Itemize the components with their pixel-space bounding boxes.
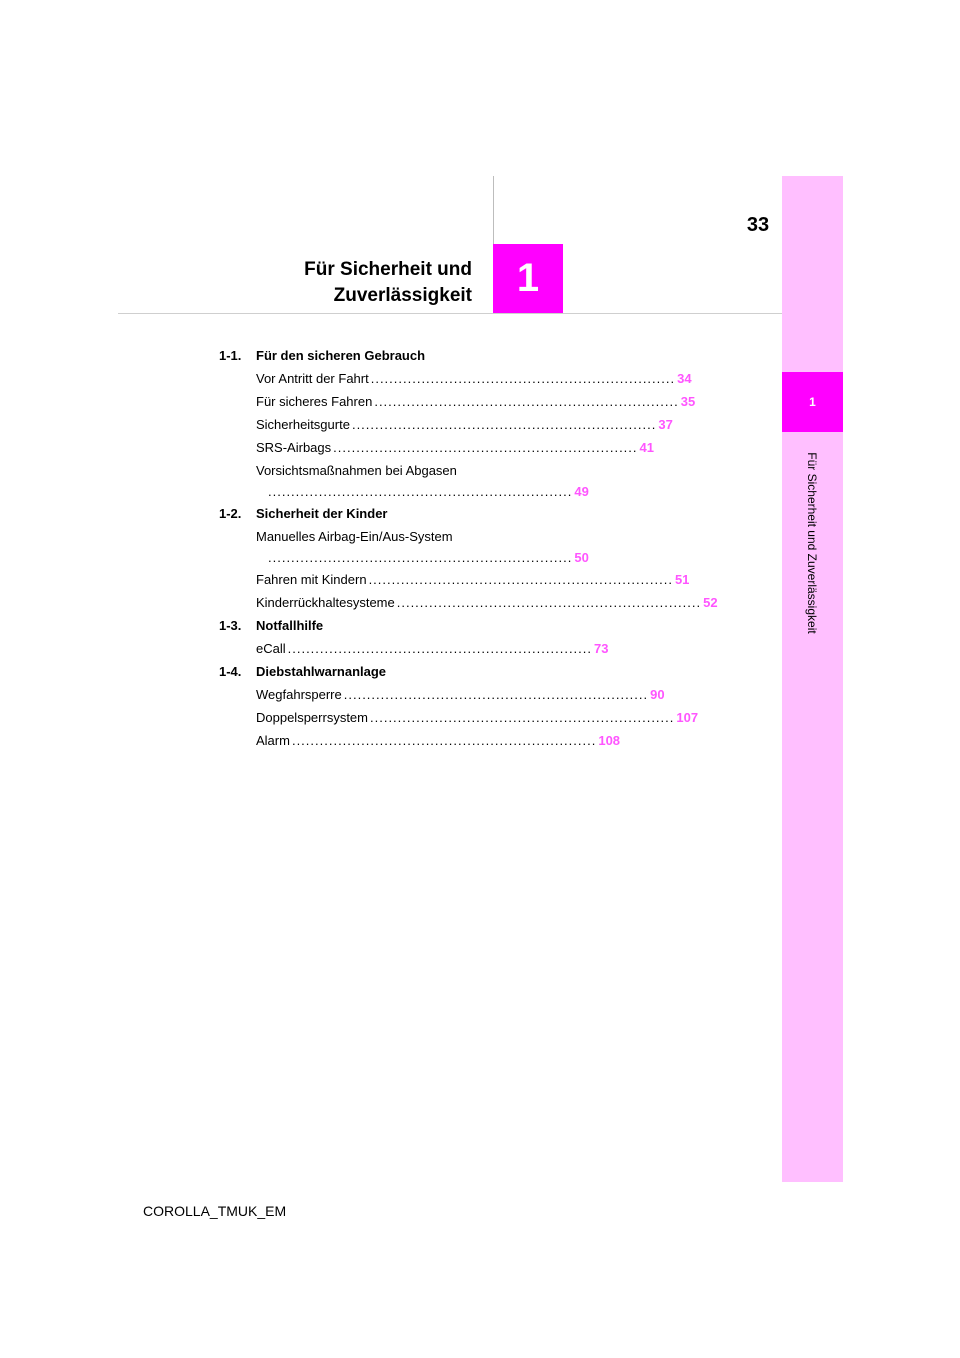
header-divider-horizontal bbox=[118, 313, 782, 314]
toc-entry-label: Manuelles Airbag-Ein/Aus-System bbox=[256, 529, 453, 544]
toc-entry-label: Fahren mit Kindern bbox=[256, 572, 367, 587]
toc-entry[interactable] bbox=[256, 591, 718, 614]
toc-entry-label: Wegfahrsperre bbox=[256, 687, 342, 702]
toc-entry-label: eCall bbox=[256, 641, 286, 656]
toc-entry[interactable] bbox=[256, 413, 673, 436]
toc-entry-label: Sicherheitsgurte bbox=[256, 417, 350, 432]
toc-entry[interactable] bbox=[256, 706, 699, 729]
toc-section-title: Sicherheit der Kinder bbox=[256, 506, 388, 521]
chapter-title-line2: Zuverlässigkeit bbox=[333, 285, 472, 306]
toc-page-link[interactable]: 90 bbox=[650, 687, 665, 702]
toc-leader-dots: .................................................................. bbox=[333, 440, 638, 455]
chapter-title-line1: Für Sicherheit und bbox=[304, 259, 472, 280]
header-divider-vertical bbox=[493, 176, 494, 244]
toc-section-title: Notfallhilfe bbox=[256, 618, 324, 633]
toc-section-number: 1-1. bbox=[219, 348, 242, 363]
toc-entry[interactable] bbox=[256, 568, 690, 591]
toc-entry-label: Alarm bbox=[256, 733, 290, 748]
chapter-title bbox=[230, 257, 472, 309]
side-tab-number: 1 bbox=[809, 395, 816, 409]
side-tab-label: Für Sicherheit und Zuverlässigkeit bbox=[805, 452, 819, 634]
toc-entry[interactable] bbox=[256, 390, 696, 413]
toc-leader-dots: .................................................................. bbox=[291, 733, 597, 748]
toc-entry-label: SRS-Airbags bbox=[256, 440, 332, 455]
chapter-number: 1 bbox=[516, 256, 540, 300]
toc-section-number: 1-2. bbox=[219, 506, 242, 521]
toc-entry[interactable] bbox=[256, 525, 589, 568]
toc-entry-label: Doppelsperrsystem bbox=[256, 710, 368, 725]
toc-entry[interactable] bbox=[256, 367, 692, 390]
toc-leader-dots: .................................................................. bbox=[268, 484, 573, 499]
toc-entry-label: Vorsichtsmaßnahmen bei Abgasen bbox=[256, 463, 457, 478]
toc-entry-continuation bbox=[256, 482, 589, 502]
toc-section-1-3 bbox=[219, 614, 469, 637]
toc-page-link[interactable]: 41 bbox=[639, 440, 654, 455]
toc-page-link[interactable]: 108 bbox=[598, 733, 621, 748]
toc-entry[interactable] bbox=[256, 637, 609, 660]
toc-leader-dots: .................................................................. bbox=[374, 394, 679, 409]
toc-page-link[interactable]: 50 bbox=[574, 550, 589, 565]
toc-leader-dots: .................................................................. bbox=[370, 371, 676, 386]
toc-entry[interactable] bbox=[256, 459, 589, 502]
toc-page-link[interactable]: 34 bbox=[677, 371, 692, 386]
toc-entry[interactable] bbox=[256, 683, 665, 706]
toc-entry-continuation bbox=[256, 548, 589, 568]
toc-section-number: 1-3. bbox=[219, 618, 242, 633]
toc-section-title: Diebstahlwarnanlage bbox=[256, 664, 387, 679]
toc-page-link[interactable]: 73 bbox=[594, 641, 609, 656]
toc-section-title: Für den sicheren Gebrauch bbox=[256, 348, 426, 363]
toc-leader-dots: .................................................................. bbox=[343, 687, 649, 702]
chapter-number-box bbox=[493, 244, 563, 313]
toc-page-link[interactable]: 37 bbox=[658, 417, 673, 432]
toc-leader-dots: .................................................................. bbox=[368, 572, 673, 587]
toc-leader-dots: .................................................................. bbox=[287, 641, 593, 656]
toc-leader-dots: .................................................................. bbox=[396, 595, 702, 610]
toc-leader-dots: .................................................................. bbox=[370, 710, 675, 725]
side-tab-strip bbox=[782, 176, 843, 1182]
toc-section-1-2 bbox=[219, 502, 469, 525]
toc-page-link[interactable]: 49 bbox=[574, 484, 589, 499]
toc-leader-dots: .................................................................. bbox=[351, 417, 657, 432]
toc-section-number: 1-4. bbox=[219, 664, 242, 679]
toc-entry-label: Für sicheres Fahren bbox=[256, 394, 373, 409]
toc-entry-label: Vor Antritt der Fahrt bbox=[256, 371, 369, 386]
table-of-contents bbox=[219, 344, 718, 752]
toc-section-1-1 bbox=[219, 344, 469, 367]
page-number: 33 bbox=[746, 214, 770, 236]
toc-entry[interactable] bbox=[256, 729, 621, 752]
toc-entry-label: Kinderrückhaltesysteme bbox=[256, 595, 395, 610]
toc-entry[interactable] bbox=[256, 436, 654, 459]
toc-page-link[interactable]: 52 bbox=[703, 595, 718, 610]
footer-document-code: COROLLA_TMUK_EM bbox=[143, 1203, 287, 1219]
toc-page-link[interactable]: 107 bbox=[676, 710, 699, 725]
toc-page-link[interactable]: 35 bbox=[680, 394, 696, 409]
toc-section-1-4 bbox=[219, 660, 469, 683]
toc-leader-dots: .................................................................. bbox=[268, 550, 573, 565]
toc-page-link[interactable]: 51 bbox=[674, 572, 690, 587]
